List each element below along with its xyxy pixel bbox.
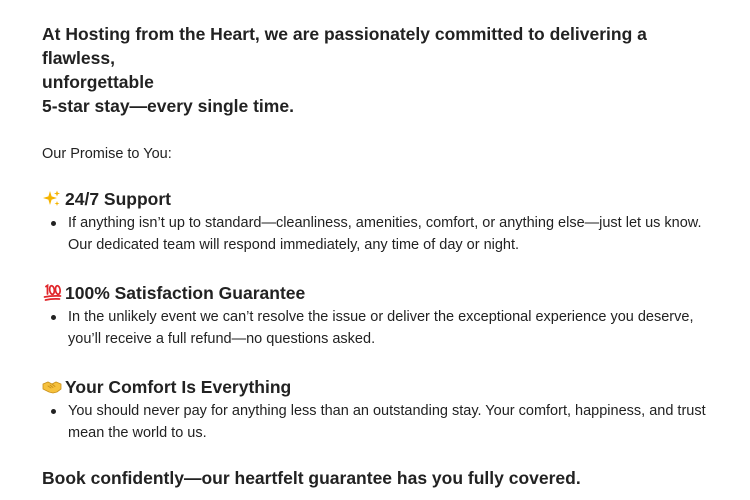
list-item: You should never pay for anything less than an outstanding stay. Your comfort, happiness, and trust mean the world to us. [42,400,710,444]
section-comfort [42,376,710,444]
list-item: In the unlikely event we can’t resolve the issue or deliver the exceptional experience you deserve, you’ll receive a full refund—no questions asked. [42,306,710,350]
bullet-list [42,306,710,350]
intro-line: 5-star stay—every single time. [42,96,294,116]
section-heading [42,188,710,210]
hundred-points-icon [42,283,62,303]
section-title: 100% Satisfaction Guarantee [65,283,306,303]
section-support [42,188,710,256]
intro-line: At Hosting from the Heart, we are passionately committed to delivering a flawless, [42,24,647,68]
section-guarantee [42,282,710,350]
intro-paragraph [42,22,710,118]
intro-line: unforgettable [42,72,154,92]
section-heading [42,376,710,398]
closing-statement: Book confidently—our heartfelt guarantee has you fully covered. [42,468,581,488]
section-title: Your Comfort Is Everything [65,377,292,397]
section-heading [42,282,710,304]
list-item: If anything isn’t up to standard—cleanliness, amenities, comfort, or anything else—just let us know. Our dedicated team will respond immediately, any time of day or night. [42,212,710,256]
bullet-list [42,400,710,444]
handshake-icon [42,377,62,397]
sparkles-icon [42,189,62,209]
section-title: 24/7 Support [65,189,171,209]
promise-label: Our Promise to You: [42,146,172,162]
bullet-list [42,212,710,256]
